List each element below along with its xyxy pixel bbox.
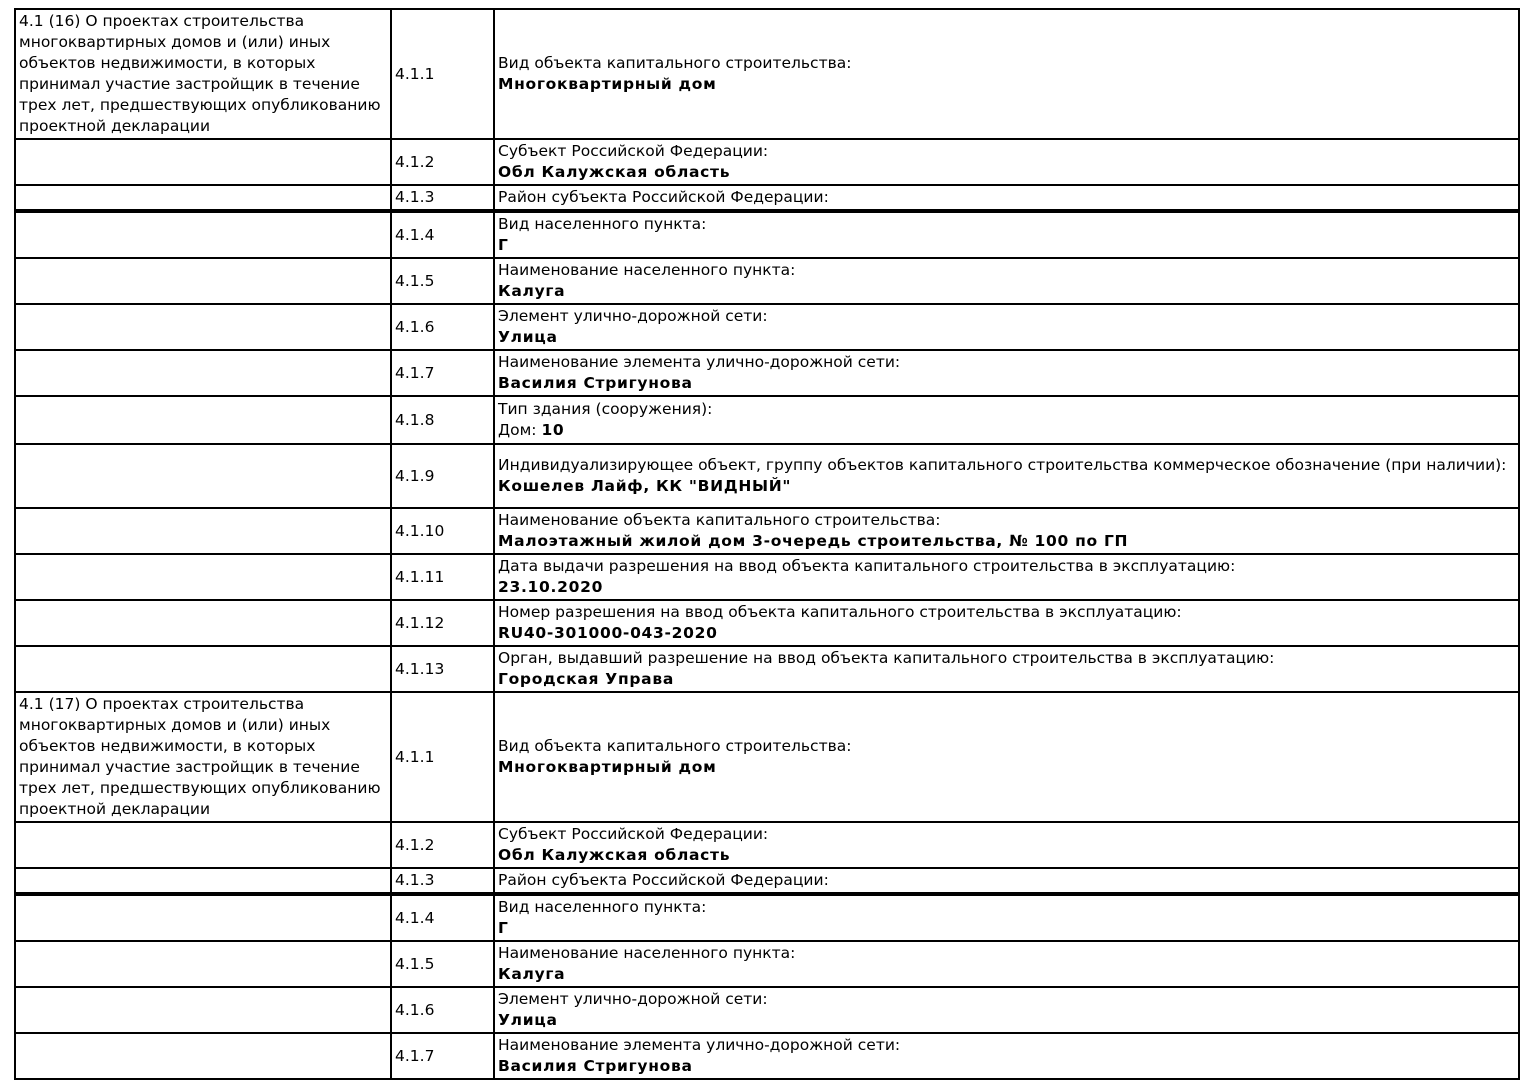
field-label: Вид объекта капитального строительства: bbox=[498, 737, 852, 755]
table-row bbox=[15, 868, 1519, 894]
field-label: Вид объекта капитального строительства: bbox=[498, 54, 852, 72]
field-cell bbox=[494, 692, 1519, 822]
field-label: Индивидуализирующее объект, группу объектов капитального строительства коммерческое обозначение (при наличии): bbox=[498, 456, 1507, 474]
table-row bbox=[15, 350, 1519, 396]
table-row bbox=[15, 894, 1519, 941]
field-value: Василия Стригунова bbox=[498, 374, 693, 392]
empty-cell bbox=[15, 350, 391, 396]
field-value: Городская Управа bbox=[498, 670, 674, 688]
table-row bbox=[15, 646, 1519, 692]
empty-cell bbox=[15, 646, 391, 692]
field-value: Улица bbox=[498, 328, 558, 346]
empty-cell bbox=[15, 396, 391, 444]
row-code: 4.1.7 bbox=[391, 350, 494, 396]
field-label: Наименование элемента улично-дорожной сети: bbox=[498, 1036, 901, 1054]
field-cell bbox=[494, 444, 1519, 508]
table-row bbox=[15, 185, 1519, 211]
row-code: 4.1.1 bbox=[391, 9, 494, 139]
empty-cell bbox=[15, 185, 391, 211]
field-value-line bbox=[498, 420, 1515, 441]
field-label: Наименование элемента улично-дорожной сети: bbox=[498, 353, 901, 371]
field-value: 10 bbox=[541, 421, 565, 439]
field-value-line bbox=[498, 327, 1515, 348]
field-value-line bbox=[498, 476, 1515, 497]
table-row bbox=[15, 211, 1519, 258]
field-value-line bbox=[498, 669, 1515, 690]
table-row bbox=[15, 304, 1519, 350]
table-row bbox=[15, 508, 1519, 554]
field-value: Малоэтажный жилой дом 3-очередь строительства, № 100 по ГП bbox=[498, 532, 1129, 550]
field-value-line bbox=[498, 1056, 1515, 1077]
row-code: 4.1.5 bbox=[391, 258, 494, 304]
field-label: Тип здания (сооружения): bbox=[498, 400, 713, 418]
field-value-prefix: Дом: bbox=[498, 421, 542, 439]
row-code: 4.1.1 bbox=[391, 692, 494, 822]
field-label: Наименование объекта капитального строительства: bbox=[498, 511, 941, 529]
field-value: Г bbox=[498, 919, 509, 937]
field-value-line bbox=[498, 1010, 1515, 1031]
field-value-line bbox=[498, 918, 1515, 939]
field-cell bbox=[494, 396, 1519, 444]
field-label: Вид населенного пункта: bbox=[498, 898, 707, 916]
empty-cell bbox=[15, 554, 391, 600]
empty-cell bbox=[15, 444, 391, 508]
table-row bbox=[15, 600, 1519, 646]
field-cell bbox=[494, 211, 1519, 258]
field-value-line bbox=[498, 757, 1515, 778]
field-value-line bbox=[498, 373, 1515, 394]
table-row bbox=[15, 987, 1519, 1033]
table-row bbox=[15, 822, 1519, 868]
field-value: Кошелев Лайф, КК "ВИДНЫЙ" bbox=[498, 477, 792, 495]
field-value-line bbox=[498, 74, 1515, 95]
field-cell bbox=[494, 868, 1519, 894]
field-label: Субъект Российской Федерации: bbox=[498, 142, 769, 160]
field-cell bbox=[494, 1033, 1519, 1079]
field-label: Субъект Российской Федерации: bbox=[498, 825, 769, 843]
row-code: 4.1.10 bbox=[391, 508, 494, 554]
field-value-line bbox=[498, 281, 1515, 302]
field-value: Улица bbox=[498, 1011, 558, 1029]
field-value-line bbox=[498, 162, 1515, 183]
field-value-line bbox=[498, 531, 1515, 552]
empty-cell bbox=[15, 894, 391, 941]
project-declaration-table bbox=[14, 8, 1520, 1080]
row-code: 4.1.2 bbox=[391, 139, 494, 185]
field-label: Номер разрешения на ввод объекта капитального строительства в эксплуатацию: bbox=[498, 603, 1182, 621]
empty-cell bbox=[15, 258, 391, 304]
table-row bbox=[15, 1033, 1519, 1079]
row-code: 4.1.7 bbox=[391, 1033, 494, 1079]
field-cell bbox=[494, 941, 1519, 987]
row-code: 4.1.12 bbox=[391, 600, 494, 646]
row-code: 4.1.3 bbox=[391, 868, 494, 894]
field-label: Район субъекта Российской Федерации: bbox=[498, 871, 829, 889]
table-row bbox=[15, 139, 1519, 185]
table-row bbox=[15, 396, 1519, 444]
field-value-line bbox=[498, 235, 1515, 256]
field-label: Дата выдачи разрешения на ввод объекта капитального строительства в эксплуатацию: bbox=[498, 557, 1236, 575]
field-value: Калуга bbox=[498, 282, 566, 300]
field-value: RU40-301000-043-2020 bbox=[498, 624, 718, 642]
field-label: Элемент улично-дорожной сети: bbox=[498, 990, 768, 1008]
field-cell bbox=[494, 600, 1519, 646]
field-cell bbox=[494, 554, 1519, 600]
empty-cell bbox=[15, 304, 391, 350]
empty-cell bbox=[15, 822, 391, 868]
field-value-line bbox=[498, 577, 1515, 598]
empty-cell bbox=[15, 1033, 391, 1079]
field-value-line bbox=[498, 845, 1515, 866]
field-label: Район субъекта Российской Федерации: bbox=[498, 188, 829, 206]
row-code: 4.1.4 bbox=[391, 211, 494, 258]
table-row bbox=[15, 258, 1519, 304]
empty-cell bbox=[15, 600, 391, 646]
field-cell bbox=[494, 185, 1519, 211]
field-cell bbox=[494, 894, 1519, 941]
table-row bbox=[15, 692, 1519, 822]
table-row bbox=[15, 9, 1519, 139]
field-cell bbox=[494, 987, 1519, 1033]
row-code: 4.1.2 bbox=[391, 822, 494, 868]
field-value-line bbox=[498, 964, 1515, 985]
field-cell bbox=[494, 139, 1519, 185]
field-value: Калуга bbox=[498, 965, 566, 983]
field-value: Обл Калужская область bbox=[498, 846, 731, 864]
empty-cell bbox=[15, 508, 391, 554]
row-code: 4.1.6 bbox=[391, 304, 494, 350]
empty-cell bbox=[15, 868, 391, 894]
field-label: Наименование населенного пункта: bbox=[498, 261, 796, 279]
row-code: 4.1.8 bbox=[391, 396, 494, 444]
field-cell bbox=[494, 822, 1519, 868]
field-label: Вид населенного пункта: bbox=[498, 215, 707, 233]
empty-cell bbox=[15, 139, 391, 185]
row-code: 4.1.6 bbox=[391, 987, 494, 1033]
field-cell bbox=[494, 646, 1519, 692]
field-value: Г bbox=[498, 236, 509, 254]
field-label: Наименование населенного пункта: bbox=[498, 944, 796, 962]
field-value: 23.10.2020 bbox=[498, 578, 604, 596]
field-cell bbox=[494, 350, 1519, 396]
table-body bbox=[15, 9, 1519, 1079]
row-code: 4.1.13 bbox=[391, 646, 494, 692]
field-cell bbox=[494, 9, 1519, 139]
row-code: 4.1.5 bbox=[391, 941, 494, 987]
section-description: 4.1 (16) О проектах строительства многоквартирных домов и (или) иных объектов недвижимости, в которых принимал участие застройщик в течение трех лет, предшествующих опубликованию проектной декларации bbox=[15, 9, 391, 139]
table-row bbox=[15, 941, 1519, 987]
empty-cell bbox=[15, 987, 391, 1033]
row-code: 4.1.9 bbox=[391, 444, 494, 508]
field-value: Многоквартирный дом bbox=[498, 75, 717, 93]
field-cell bbox=[494, 258, 1519, 304]
section-description: 4.1 (17) О проектах строительства многоквартирных домов и (или) иных объектов недвижимости, в которых принимал участие застройщик в течение трех лет, предшествующих опубликованию проектной декларации bbox=[15, 692, 391, 822]
field-label: Элемент улично-дорожной сети: bbox=[498, 307, 768, 325]
row-code: 4.1.4 bbox=[391, 894, 494, 941]
empty-cell bbox=[15, 211, 391, 258]
field-value: Обл Калужская область bbox=[498, 163, 731, 181]
field-value: Многоквартирный дом bbox=[498, 758, 717, 776]
table-row bbox=[15, 554, 1519, 600]
empty-cell bbox=[15, 941, 391, 987]
row-code: 4.1.3 bbox=[391, 185, 494, 211]
table-row bbox=[15, 444, 1519, 508]
row-code: 4.1.11 bbox=[391, 554, 494, 600]
field-cell bbox=[494, 508, 1519, 554]
field-cell bbox=[494, 304, 1519, 350]
field-value: Василия Стригунова bbox=[498, 1057, 693, 1075]
field-label: Орган, выдавший разрешение на ввод объекта капитального строительства в эксплуатацию: bbox=[498, 649, 1275, 667]
field-value-line bbox=[498, 623, 1515, 644]
